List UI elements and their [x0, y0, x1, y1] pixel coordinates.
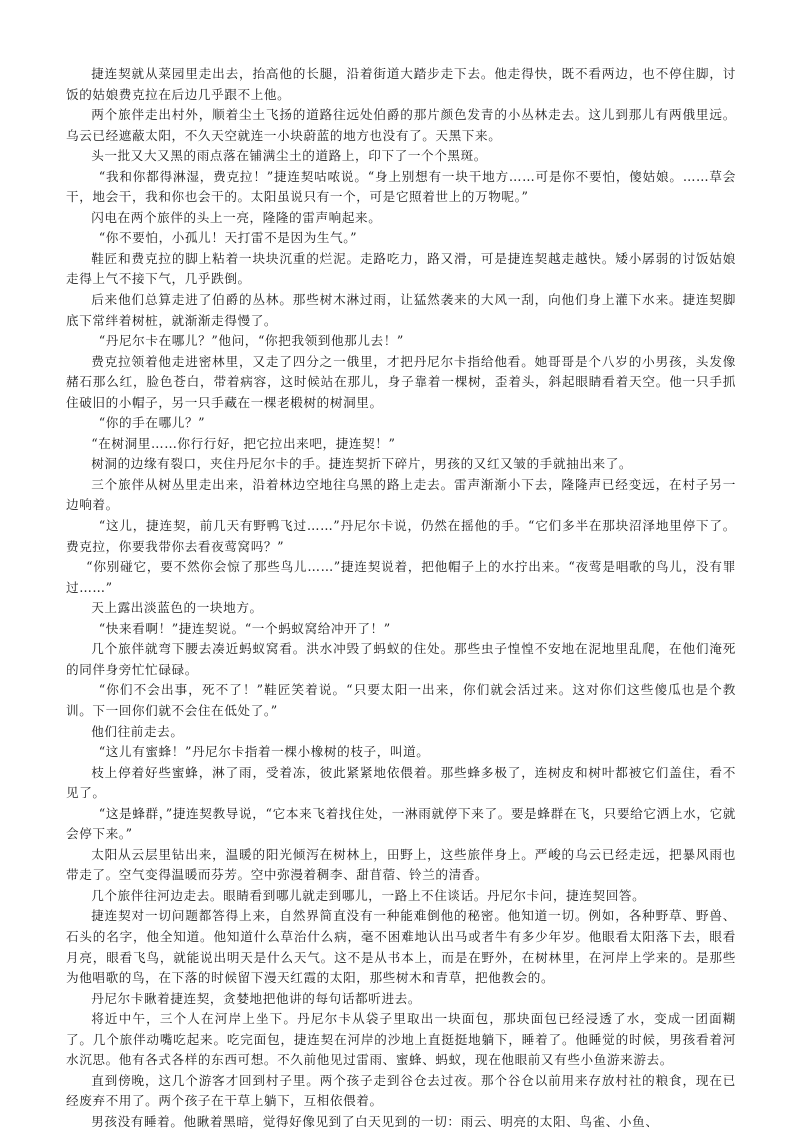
paragraph-22: “这儿有蜜蜂！”丹尼尔卡指着一棵小橡树的枝子，叫道。 [98, 744, 430, 760]
paragraph-11: “你的手在哪儿？” [98, 415, 206, 431]
paragraph-29: 将近中午，三个人在河岸上坐下。丹尼尔卡从袋子里取出一块面包，那块面包已经浸透了水，变成一团面糊了。几个旅伴动嘴吃起来。吃完面包，捷连契在河岸的沙地上直挺挺地躺下，睡着了。他睡觉的时候，男孩看着河水沉思。他有各式各样的东西可想。不久前他见过雷雨、蜜蜂、蚂蚁，现在他眼前又有些小鱼游来游去。 [66, 1011, 736, 1068]
paragraph-26: 几个旅伴往河边走去。眼睛看到哪儿就走到哪儿，一路上不住谈话。丹尼尔卡问，捷连契回答。 [91, 887, 646, 903]
paragraph-23: 枝上停着好些蜜蜂，淋了雨，受着冻，彼此紧紧地依偎着。那些蜂多极了，连树皮和树叶都被它们盖住，看不见了。 [66, 764, 736, 801]
paragraph-27: 捷连契对一切问题都答得上来，自然界简直没有一种能难倒他的秘密。他知道一切。例如，各种野草、野兽、石头的名字，他全知道。他知道什么草治什么病，毫不困难地认出马或者牛有多少年岁。他眼看太阳落下去，眼看月亮，眼看飞鸟，就能说出明天是什么天气。这不是从书本上，而是在野外，在树林里，在河岸上学来的。是那些为他唱歌的鸟，在下落的时候留下漫天红霞的太阳，那些树木和青草，把他教会的。 [66, 908, 736, 986]
paragraph-21: 他们往前走去。 [91, 723, 184, 739]
paragraph-12: “在树洞里……你行行好，把它拉出来吧，捷连契！” [91, 435, 396, 451]
paragraph-30: 直到傍晚，这几个游客才回到村子里。两个孩子走到谷仓去过夜。那个谷仓以前用来存放村社的粮食，现在已经废弃不用了。两个孩子在干草上躺下，互相依偎着。 [66, 1072, 736, 1109]
paragraph-19: 几个旅伴就弯下腰去凑近蚂蚁窝看。洪水冲毁了蚂蚁的住处。那些虫子惶惶不安地在泥地里乱爬，在他们淹死的同伴身旁忙忙碌碌。 [66, 641, 736, 677]
paragraph-16: “你别碰它，要不然你会惊了那些鸟儿……”捷连契说着，把他帽子上的水拧出来。“夜莺是唱歌的鸟儿，没有罪过……” [66, 559, 736, 595]
paragraph-14: 三个旅伴从树丛里走出来，沿着林边空地往乌黑的路上走去。雷声渐渐小下去，隆隆声已经变远，在村子另一边响着。 [66, 476, 736, 513]
paragraph-3: 头一批又大又黑的雨点落在铺满尘土的道路上，印下了一个个黑斑。 [91, 148, 487, 164]
paragraph-24: “这是蜂群，”捷连契教导说，“它本来飞着找住处，一淋雨就停下来了。要是蜂群在飞，只要给它洒上水，它就会停下来。” [66, 805, 736, 842]
paragraph-28: 丹尼尔卡瞅着捷连契，贪婪地把他讲的每句话都听进去。 [91, 990, 422, 1006]
paragraph-25: 太阳从云层里钻出来，温暖的阳光倾泻在树林上，田野上，这些旅伴身上。严峻的乌云已经走远，把暴风雨也带走了。空气变得温暖而芬芳。空中弥漫着稠李、甜苜蓿、铃兰的清香。 [66, 846, 736, 883]
paragraph-17: 天上露出淡蓝色的一块地方。 [91, 600, 263, 616]
paragraph-6: “你不要怕，小孤儿！天打雷不是因为生气。” [98, 230, 358, 246]
paragraph-4: “我和你都得淋湿，费克拉！”捷连契咕哝说。“身上别想有一块干地方……可是你不要怕，傻姑娘。……草会干，地会干，我和你也会干的。太阳虽说只有一个，可是它照着世上的万物呢。” [66, 168, 736, 205]
paragraph-5: 闪电在两个旅伴的头上一亮，隆隆的雷声响起来。 [91, 209, 382, 225]
paragraph-1: 捷连契就从菜园里走出去，抬高他的长腿，沿着街道大踏步走下去。他走得快，既不看两边，也不停住脚，讨饭的姑娘费克拉在后边几乎跟不上他。 [66, 66, 736, 102]
paragraph-8: 后来他们总算走进了伯爵的丛林。那些树木淋过雨，让猛然袭来的大风一刮，向他们身上灌下水来。捷连契脚底下常绊着树桩，就渐渐走得慢了。 [66, 292, 736, 328]
paragraph-2: 两个旅伴走出村外，顺着尘土飞扬的道路往远处伯爵的那片颜色发青的小丛林走去。这儿到那儿有两俄里远。乌云已经遮蔽太阳，不久天空就连一小块蔚蓝的地方也没有了。天黑下来。 [66, 107, 736, 143]
paragraph-20: “你们不会出事，死不了！”鞋匠笑着说。“只要太阳一出来，你们就会活过来。这对你们这些傻瓜也是个教训。下一回你们就不会住在低处了。” [66, 682, 736, 718]
paragraph-13: 树洞的边缘有裂口，夹住丹尼尔卡的手。捷连契折下碎片，男孩的又红又皱的手就抽出来了。 [91, 456, 633, 472]
paragraph-10: 费克拉领着他走进密林里，又走了四分之一俄里，才把丹尼尔卡指给他看。她哥哥是个八岁的小男孩，头发像赭石那么红，脸色苍白，带着病容，这时候站在那儿，身子靠着一棵树，歪着头，斜起眼睛看着天空。他一只手抓住破旧的小帽子，另一只手藏在一棵老椴树的树洞里。 [66, 353, 736, 410]
paragraph-15: “这儿，捷连契，前几天有野鸭飞过……”丹尼尔卡说，仍然在摇他的手。“它们多半在那块沼泽地里停下了。费克拉，你要我带你去看夜莺窝吗？” [66, 518, 736, 554]
paragraph-7: 鞋匠和费克拉的脚上粘着一块块沉重的烂泥。走路吃力，路又滑，可是捷连契越走越快。矮小孱弱的讨饭姑娘走得上气不接下气，几乎跌倒。 [66, 250, 736, 287]
paragraph-31: 男孩没有睡着。他瞅着黑暗，觉得好像见到了白天见到的一切：雨云、明亮的太阳、鸟雀、小鱼、 [91, 1113, 659, 1129]
paragraph-18: “快来看啊！”捷连契说。“一个蚂蚁窝给冲开了！” [98, 620, 391, 636]
paragraph-9: “丹尼尔卡在哪儿？”他问，“你把我领到他那儿去！” [98, 333, 404, 349]
